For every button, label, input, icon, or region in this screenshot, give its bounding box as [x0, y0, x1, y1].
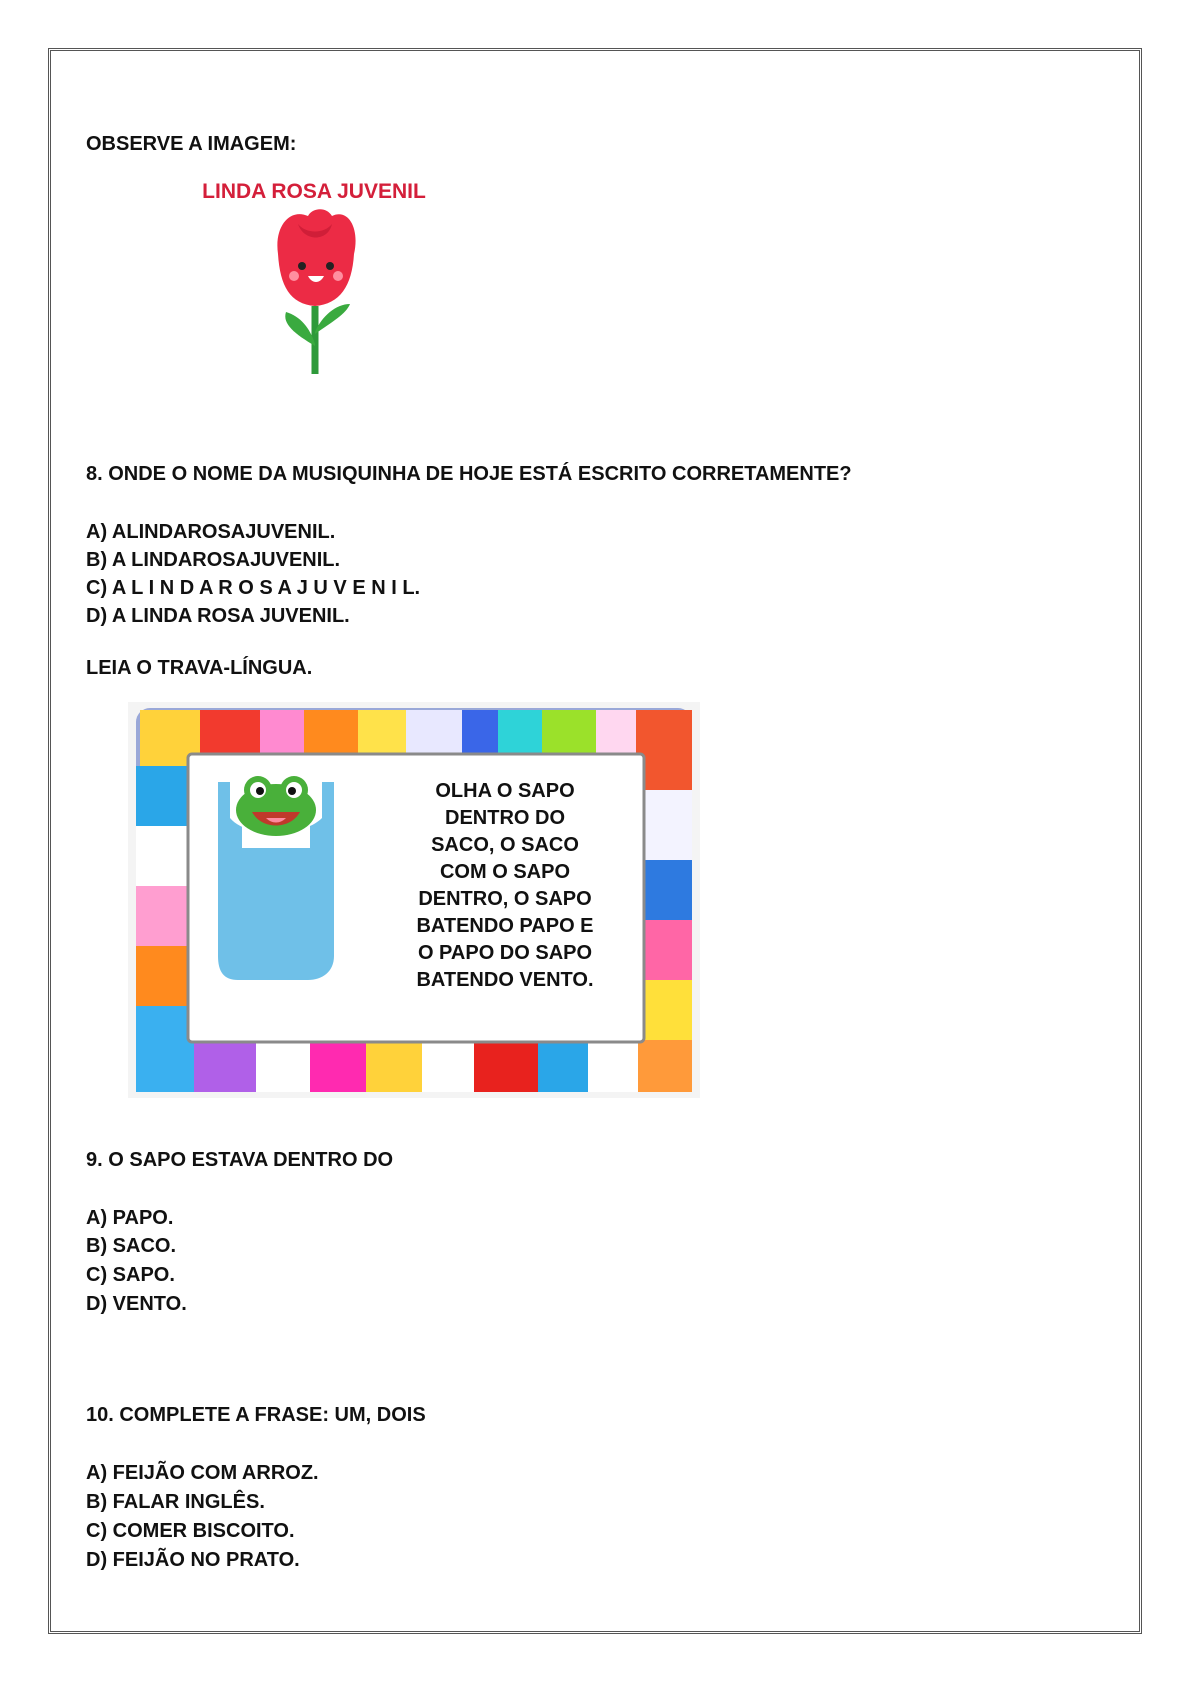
q9-option-a: A) PAPO. [86, 1207, 174, 1229]
rose-image-title: LINDA ROSA JUVENIL [202, 180, 426, 203]
question-8: 8. ONDE O NOME DA MUSIQUINHA DE HOJE ESTÁ ESCRITO CORRETAMENTE? [86, 463, 852, 485]
tongue-line: BATENDO PAPO E [416, 915, 594, 937]
smiling-rose-icon [260, 206, 370, 376]
tongue-line: SACO, O SACO [431, 834, 579, 856]
q9-option-b: B) SACO. [86, 1235, 176, 1257]
q9-option-d: D) VENTO. [86, 1293, 187, 1315]
q8-option-c: C) A L I N D A R O S A J U V E N I L. [86, 577, 421, 599]
question-10: 10. COMPLETE A FRASE: UM, DOIS [86, 1404, 426, 1426]
tongue-line: O PAPO DO SAPO [417, 942, 593, 964]
tongue-line: BATENDO VENTO. [416, 969, 594, 991]
q8-option-d: D) A LINDA ROSA JUVENIL. [86, 605, 350, 627]
intro-heading: OBSERVE A IMAGEM: [86, 133, 297, 155]
q10-option-a: A) FEIJÃO COM ARROZ. [86, 1462, 319, 1484]
tongue-twister-text [400, 778, 610, 994]
q10-option-c: C) COMER BISCOITO. [86, 1520, 295, 1542]
q8-option-b: B) A LINDAROSAJUVENIL. [86, 549, 341, 571]
tongue-line: OLHA O SAPO [435, 780, 575, 802]
q9-option-c: C) SAPO. [86, 1264, 175, 1286]
question-9: 9. O SAPO ESTAVA DENTRO DO [86, 1149, 394, 1171]
q10-option-b: B) FALAR INGLÊS. [86, 1491, 265, 1513]
instruction-heading: LEIA O TRAVA-LÍNGUA. [86, 657, 313, 679]
q8-option-a: A) ALINDAROSAJUVENIL. [86, 521, 336, 543]
tongue-line: COM O SAPO [439, 861, 570, 883]
q10-option-d: D) FEIJÃO NO PRATO. [86, 1549, 300, 1571]
tongue-line: DENTRO, O SAPO [418, 888, 592, 910]
tongue-line: DENTRO DO [445, 807, 565, 829]
